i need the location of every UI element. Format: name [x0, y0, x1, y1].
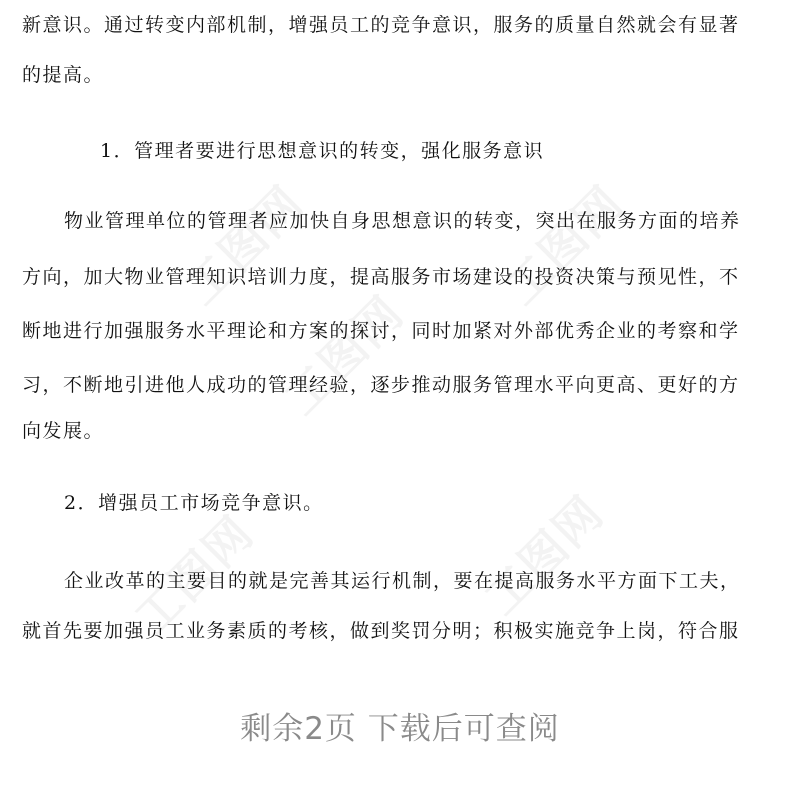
remaining-pages-button[interactable]: 剩余2页 下载后可查阅	[240, 710, 560, 747]
watermark: 工图网	[494, 175, 635, 316]
paragraph-line: 方向，加大物业管理知识培训力度，提高服务市场建设的投资决策与预见性，不	[22, 266, 740, 288]
paragraph-line: 就首先要加强员工业务素质的考核，做到奖罚分明；积极实施竞争上岗，符合服	[22, 620, 740, 642]
section-heading: 2．增强员工市场竞争意识。	[64, 492, 324, 514]
paragraph-line: 习，不断地引进他人成功的管理经验，逐步推动服务管理水平向更高、更好的方	[22, 374, 740, 396]
watermark: 工图网	[274, 285, 415, 426]
section-heading: 1．管理者要进行思想意识的转变，强化服务意识	[100, 140, 545, 162]
paragraph-line: 新意识。通过转变内部机制，增强员工的竞争意识，服务的质量自然就会有显著	[22, 14, 740, 36]
watermark: 工图网	[474, 485, 615, 626]
paragraph-line: 的提高。	[22, 64, 105, 86]
paragraph-line: 物业管理单位的管理者应加快自身思想意识的转变，突出在服务方面的培养	[64, 210, 741, 232]
watermark: 工图网	[174, 175, 315, 316]
watermark: 工图网	[124, 505, 265, 646]
paragraph-line: 向发展。	[22, 420, 105, 442]
paragraph-line: 企业改革的主要目的就是完善其运行机制，要在提高服务水平方面下工夫，	[64, 570, 741, 592]
paragraph-line: 断地进行加强服务水平理论和方案的探讨，同时加紧对外部优秀企业的考察和学	[22, 320, 740, 342]
